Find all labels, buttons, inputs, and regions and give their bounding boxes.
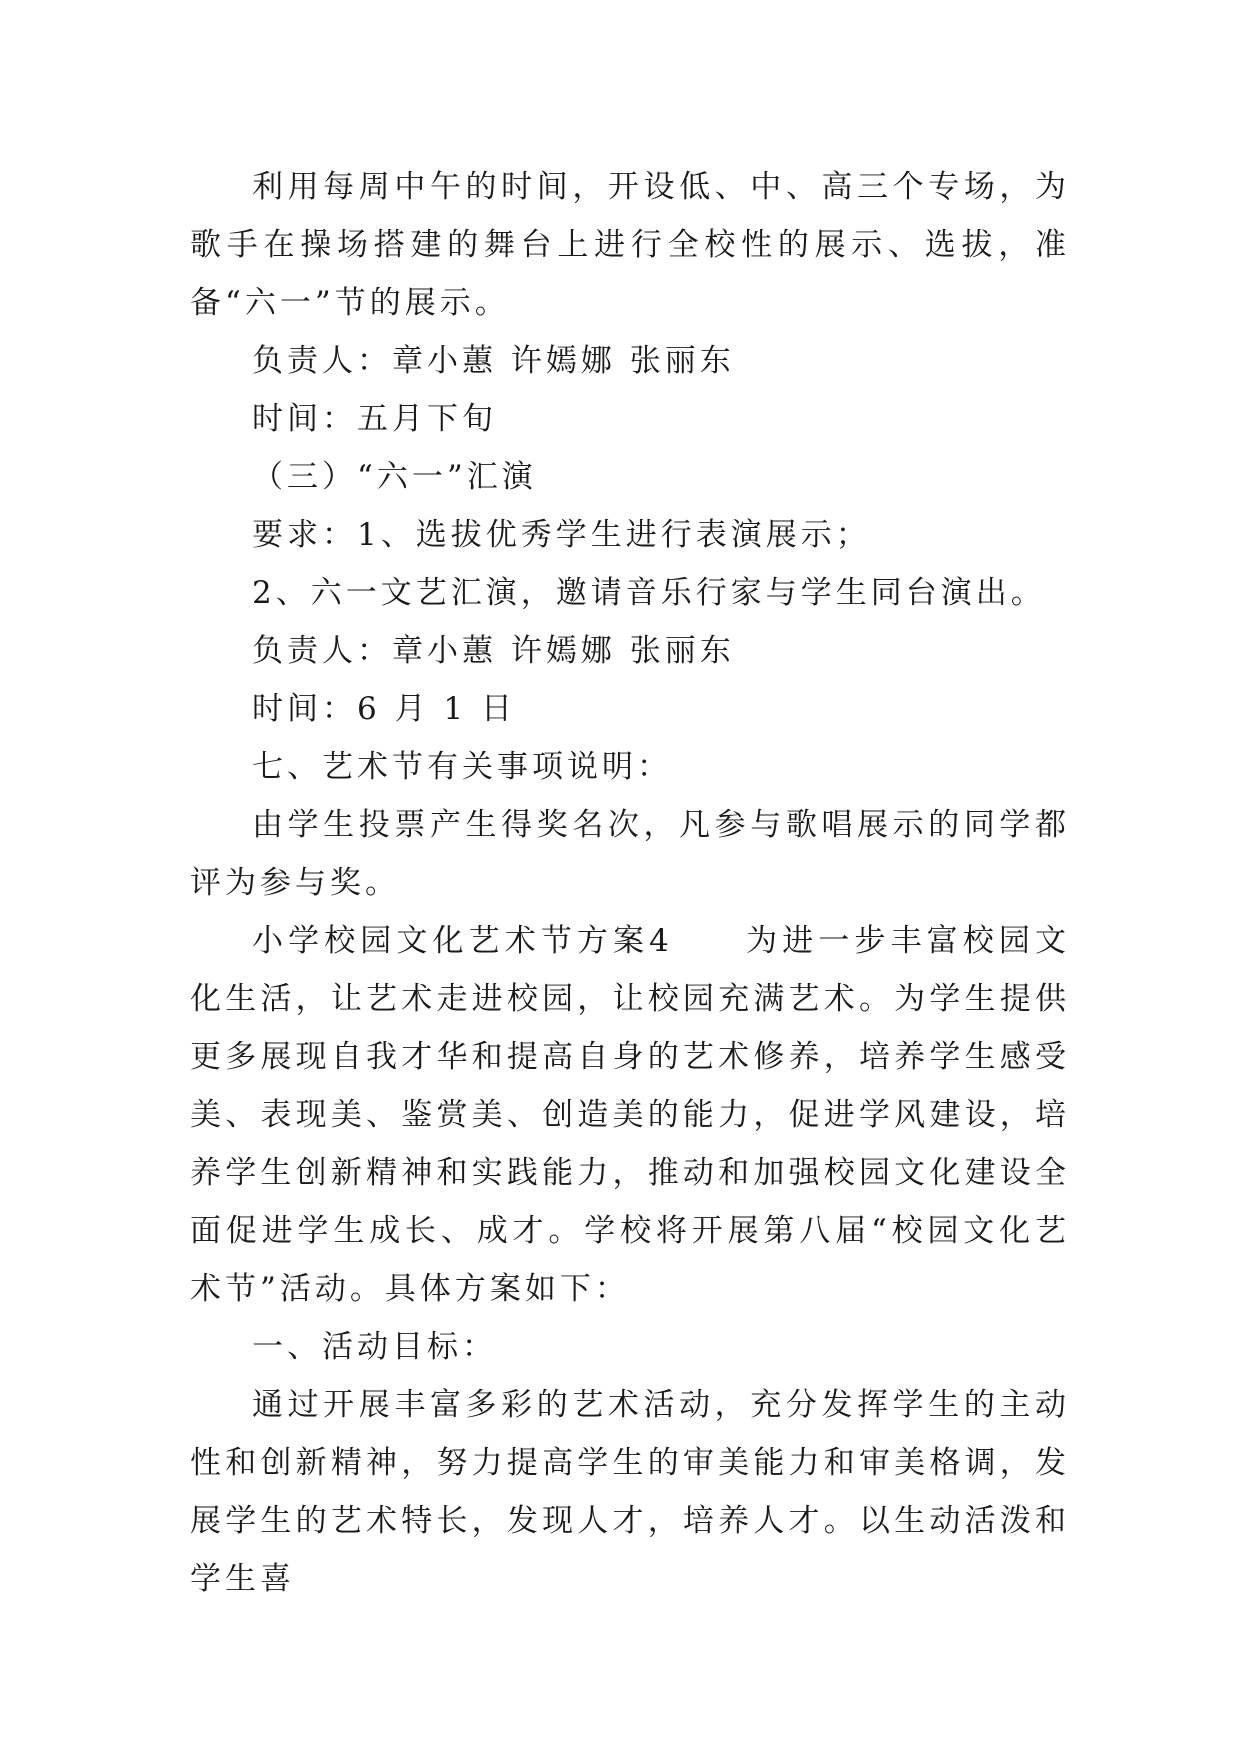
paragraph: 时间：6 月 1 日 — [252, 691, 517, 727]
section-heading: （三）“六一”汇演 — [252, 459, 537, 495]
paragraph: 要求：1、选拔优秀学生进行表演展示； — [252, 517, 871, 553]
paragraph: 负责人：章小蕙 许嫣娜 张丽东 — [252, 343, 735, 379]
section-heading: 七、艺术节有关事项说明： — [252, 749, 672, 785]
paragraph: 由学生投票产生得奖名次，凡参与歌唱展示的同学都评为参与奖。 — [190, 807, 1070, 901]
paragraph: 负责人：章小蕙 许嫣娜 张丽东 — [252, 633, 735, 669]
document-body — [190, 158, 1070, 1608]
paragraph: 通过开展丰富多彩的艺术活动，充分发挥学生的主动性和创新精神，努力提高学生的审美能力和审美格调，发展学生的艺术特长，发现人才，培养人才。以生动活泼和学生喜 — [190, 1387, 1070, 1597]
paragraph: 小学校园文化艺术节方案4 为进一步丰富校园文化生活，让艺术走进校园，让校园充满艺术。为学生提供更多展现自我才华和提高自身的艺术修养，培养学生感受美、表现美、鉴赏美、创造美的能力，促进学风建设，培养学生创新精神和实践能力，推动和加强校园文化建设全面促进学生成长、成才。学校将开展第八届“校园文化艺术节”活动。具体方案如下： — [190, 923, 1070, 1307]
paragraph: 利用每周中午的时间，开设低、中、高三个专场，为歌手在操场搭建的舞台上进行全校性的展示、选拔，准备“六一”节的展示。 — [190, 169, 1070, 321]
paragraph: 2、六一文艺汇演，邀请音乐行家与学生同台演出。 — [252, 575, 1046, 611]
section-heading: 一、活动目标： — [252, 1329, 497, 1365]
paragraph: 时间：五月下旬 — [252, 401, 497, 437]
